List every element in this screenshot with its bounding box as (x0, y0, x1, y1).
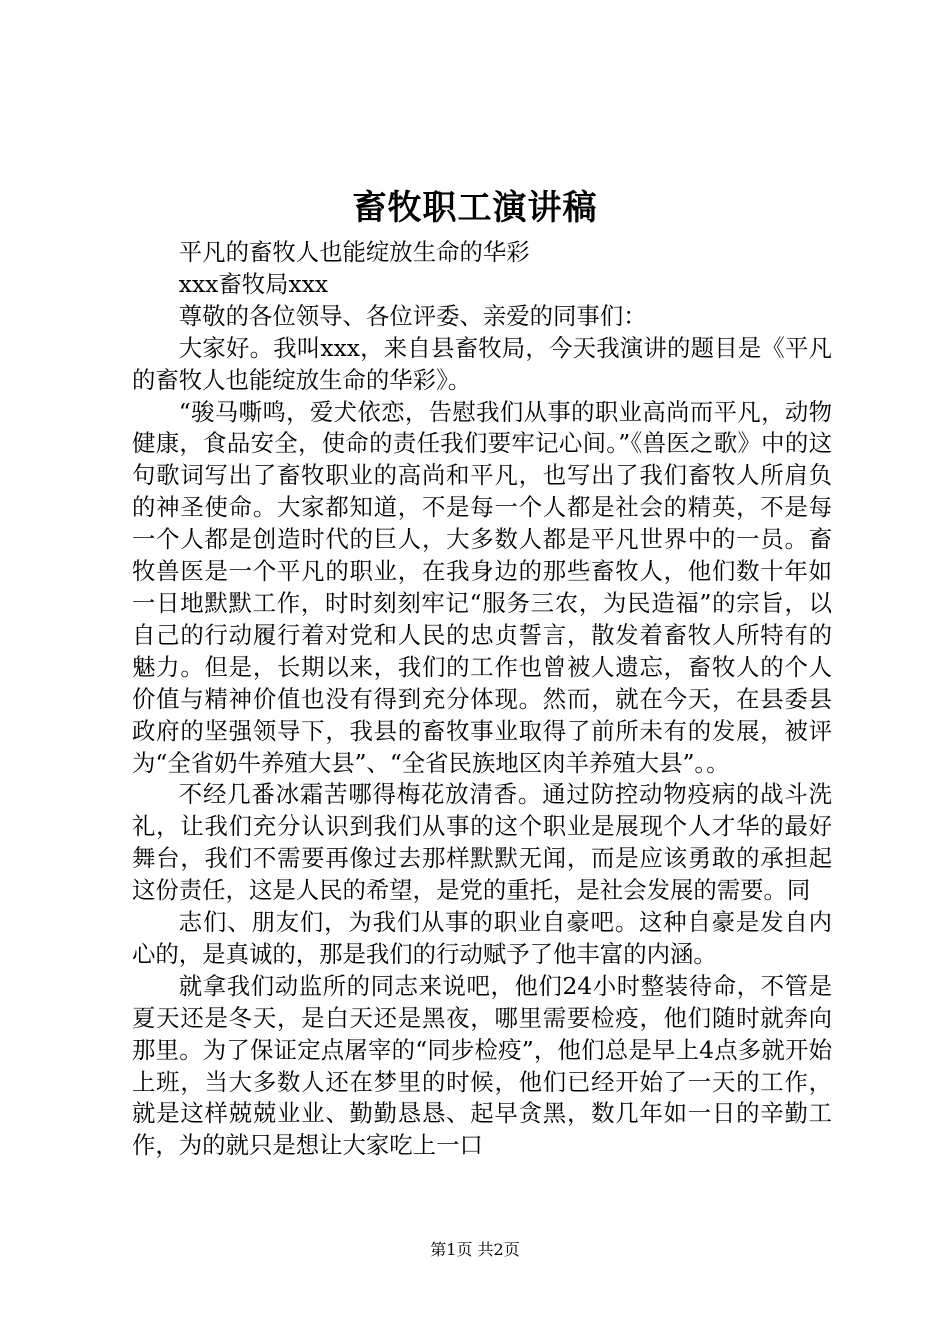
paragraph: 不经几番冰霜苦哪得梅花放清香。通过防控动物疫病的战斗洗礼，让我们充分认识到我们从事的这个职业是展现个人才华的最好舞台，我们不需要再像过去那样默默无闻，而是应该勇敢的承担起这份责任，这是人民的希望，是党的重托，是社会发展的需要。同 (132, 780, 832, 905)
page-footer: 第1页 共2页 (430, 1240, 520, 1259)
salutation: 尊敬的各位领导、各位评委、亲爱的同事们： (178, 301, 647, 330)
document-title: 畜牧职工演讲稿 (352, 188, 598, 228)
paragraph: 志们、朋友们，为我们从事的职业自豪吧。这种自豪是发自内心的，是真诚的，那是我们的行动赋予了他丰富的内涵。 (132, 908, 832, 968)
paragraph: “骏马嘶鸣，爱犬依恋，告慰我们从事的职业高尚而平凡，动物健康，食品安全，使命的责任我们要牢记心间。”《兽医之歌》中的这句歌词写出了畜牧职业的高尚和平凡，也写出了我们畜牧人所肩负的神圣使命。大家都知道，不是每一个人都是社会的精英，不是每一个人都是创造时代的巨人，大多数人都是平凡世界中的一员。畜牧兽医是一个平凡的职业，在我身边的那些畜牧人，他们数十年如一日地默默工作，时时刻刻牢记“服务三农，为民造福”的宗旨，以自己的行动履行着对党和人民的忠贞誓言，散发着畜牧人所特有的魅力。但是，长期以来，我们的工作也曾被人遗忘，畜牧人的个人价值与精神价值也没有得到充分体现。然而，就在今天，在县委县政府的坚强领导下，我县的畜牧事业取得了前所未有的发展，被评为“全省奶牛养殖大县”、“全省民族地区肉羊养殖大县”。。 (132, 397, 832, 777)
document-body (132, 237, 832, 1162)
paragraph: 就拿我们动监所的同志来说吧，他们24小时整装待命，不管是夏天还是冬天，是白天还是黑夜，哪里需要检疫，他们随时就奔向那里。为了保证定点屠宰的“同步检疫”，他们总是早上4点多就开始上班，当大多数人还在梦里的时候，他们已经开始了一天的工作，就是这样兢兢业业、勤勤恳恳、起早贪黑，数几年如一日的辛勤工作，为的就只是想让大家吃上一口 (132, 971, 832, 1160)
speaker-line: xxx畜牧局xxx (178, 269, 329, 298)
paragraph: 大家好。我叫xxx，来自县畜牧局，今天我演讲的题目是《平凡的畜牧人也能绽放生命的华彩》。 (132, 333, 832, 394)
speech-subtitle: 平凡的畜牧人也能绽放生命的华彩 (178, 238, 530, 266)
